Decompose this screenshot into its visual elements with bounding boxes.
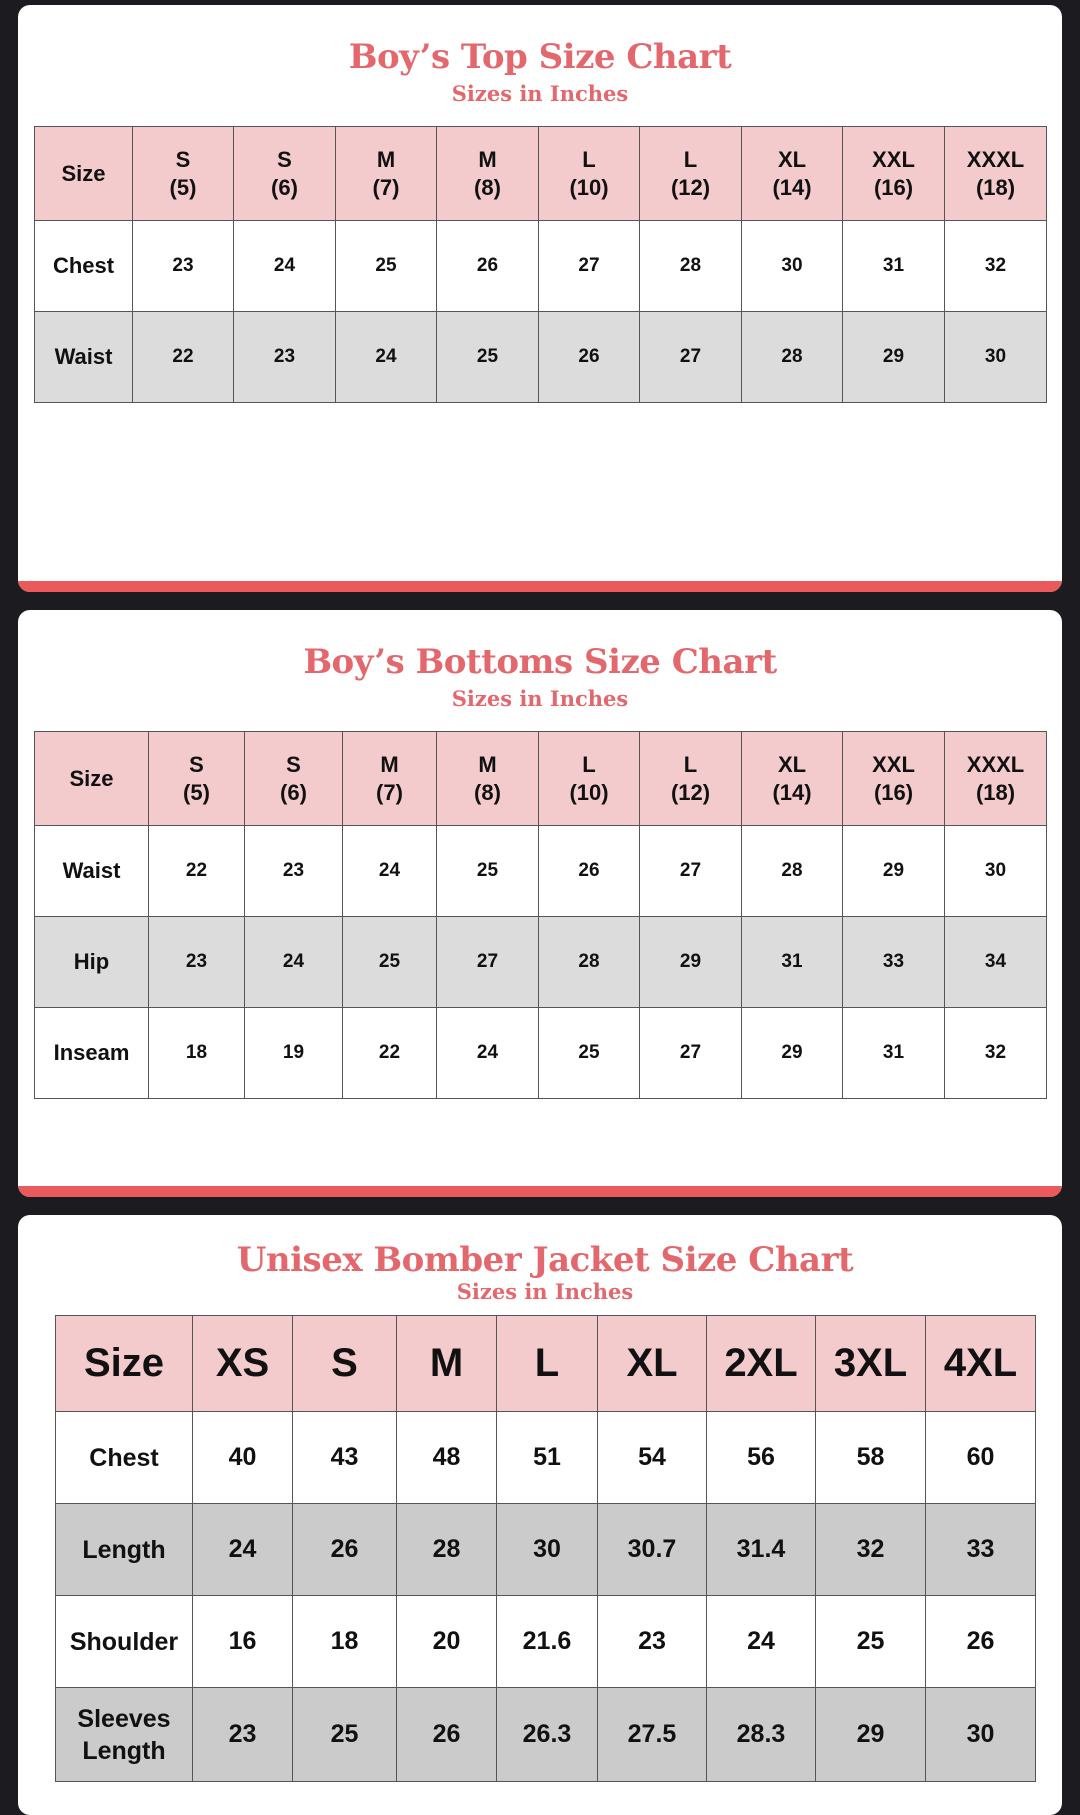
table-cell: 25 — [336, 221, 437, 312]
table-cell: 30 — [742, 221, 843, 312]
table-cell: 20 — [397, 1596, 497, 1688]
table-cell: 22 — [343, 1008, 437, 1099]
size-column-header: XL — [598, 1316, 707, 1412]
size-column-header: S — [293, 1316, 397, 1412]
table-cell: 29 — [816, 1688, 926, 1782]
accent-bar — [18, 1186, 1062, 1197]
table-cell: 26 — [437, 221, 539, 312]
table-row-chest — [35, 221, 1047, 312]
table-row-sleeves-length — [56, 1688, 1036, 1782]
table-cell: 31.4 — [707, 1504, 816, 1596]
size-column-header: L (10) — [539, 732, 640, 826]
size-column-header: 2XL — [707, 1316, 816, 1412]
bottoms-chart-subtitle: Sizes in Inches — [451, 686, 629, 711]
table-cell: 25 — [437, 826, 539, 917]
table-cell: 25 — [343, 917, 437, 1008]
size-column-header: XL (14) — [742, 732, 843, 826]
table-cell: 25 — [816, 1596, 926, 1688]
table-cell: 22 — [133, 312, 234, 403]
table-cell: 30 — [945, 312, 1047, 403]
table-header-row — [35, 732, 1047, 826]
size-header: Size — [35, 732, 149, 826]
table-row-waist — [35, 312, 1047, 403]
table-cell: 29 — [843, 826, 945, 917]
size-column-header: S (6) — [245, 732, 343, 826]
table-row-length — [56, 1504, 1036, 1596]
jacket-size-chart-card — [18, 1215, 1062, 1815]
table-cell: 23 — [133, 221, 234, 312]
size-column-header: XXL (16) — [843, 127, 945, 221]
table-cell: 40 — [193, 1412, 293, 1504]
table-cell: 24 — [343, 826, 437, 917]
table-cell: 26 — [293, 1504, 397, 1596]
size-column-header: 3XL — [816, 1316, 926, 1412]
table-cell: 27 — [640, 312, 742, 403]
size-column-header: XL (14) — [742, 127, 843, 221]
table-cell: 25 — [293, 1688, 397, 1782]
table-cell: 31 — [843, 1008, 945, 1099]
table-cell: 28 — [397, 1504, 497, 1596]
row-label: Chest — [35, 221, 133, 312]
table-cell: 32 — [816, 1504, 926, 1596]
table-cell: 23 — [245, 826, 343, 917]
table-cell: 31 — [843, 221, 945, 312]
table-cell: 28 — [742, 312, 843, 403]
table-cell: 26 — [539, 826, 640, 917]
row-label: Length — [56, 1504, 193, 1596]
table-cell: 32 — [945, 1008, 1047, 1099]
top-chart-title: Boy’s Top Size Chart — [348, 37, 732, 77]
row-label: Hip — [35, 917, 149, 1008]
size-column-header: M — [397, 1316, 497, 1412]
row-label: Chest — [56, 1412, 193, 1504]
table-cell: 60 — [926, 1412, 1036, 1504]
row-label: Waist — [35, 312, 133, 403]
table-cell: 21.6 — [497, 1596, 598, 1688]
jacket-chart-title: Unisex Bomber Jacket Size Chart — [236, 1240, 854, 1280]
size-column-header: M (7) — [336, 127, 437, 221]
table-cell: 30 — [497, 1504, 598, 1596]
table-cell: 34 — [945, 917, 1047, 1008]
table-row-shoulder — [56, 1596, 1036, 1688]
size-column-header: XS — [193, 1316, 293, 1412]
bottoms-chart-title: Boy’s Bottoms Size Chart — [303, 642, 777, 682]
size-column-header: M (7) — [343, 732, 437, 826]
table-cell: 29 — [843, 312, 945, 403]
table-row-inseam — [35, 1008, 1047, 1099]
table-cell: 43 — [293, 1412, 397, 1504]
table-cell: 31 — [742, 917, 843, 1008]
table-cell: 33 — [926, 1504, 1036, 1596]
size-column-header: XXL (16) — [843, 732, 945, 826]
top-size-chart-card — [18, 5, 1062, 592]
row-label: Sleeves Length — [56, 1688, 193, 1782]
table-cell: 32 — [945, 221, 1047, 312]
row-label: Shoulder — [56, 1596, 193, 1688]
table-cell: 24 — [193, 1504, 293, 1596]
table-cell: 54 — [598, 1412, 707, 1504]
table-cell: 24 — [234, 221, 336, 312]
table-cell: 19 — [245, 1008, 343, 1099]
size-column-header: L — [497, 1316, 598, 1412]
table-cell: 27 — [539, 221, 640, 312]
size-column-header: L (12) — [640, 127, 742, 221]
table-cell: 30 — [945, 826, 1047, 917]
table-cell: 23 — [149, 917, 245, 1008]
table-cell: 18 — [293, 1596, 397, 1688]
size-column-header: M (8) — [437, 732, 539, 826]
table-header-row — [56, 1316, 1036, 1412]
table-cell: 27.5 — [598, 1688, 707, 1782]
table-cell: 28.3 — [707, 1688, 816, 1782]
table-cell: 25 — [539, 1008, 640, 1099]
table-cell: 16 — [193, 1596, 293, 1688]
table-cell: 28 — [640, 221, 742, 312]
table-cell: 29 — [640, 917, 742, 1008]
table-cell: 26 — [397, 1688, 497, 1782]
size-header: Size — [56, 1316, 193, 1412]
size-column-header: L (10) — [539, 127, 640, 221]
table-cell: 23 — [598, 1596, 707, 1688]
table-cell: 48 — [397, 1412, 497, 1504]
table-cell: 29 — [742, 1008, 843, 1099]
top-size-table — [34, 126, 1047, 403]
table-cell: 30 — [926, 1688, 1036, 1782]
table-cell: 58 — [816, 1412, 926, 1504]
table-row-chest — [56, 1412, 1036, 1504]
table-header-row — [35, 127, 1047, 221]
size-column-header: XXXL (18) — [945, 127, 1047, 221]
table-row-hip — [35, 917, 1047, 1008]
bottoms-size-table — [34, 731, 1047, 1099]
table-cell: 26.3 — [497, 1688, 598, 1782]
table-cell: 27 — [640, 826, 742, 917]
top-chart-subtitle: Sizes in Inches — [451, 81, 629, 106]
table-cell: 24 — [437, 1008, 539, 1099]
jacket-size-table — [55, 1315, 1036, 1782]
row-label: Waist — [35, 826, 149, 917]
table-cell: 24 — [707, 1596, 816, 1688]
size-column-header: S (5) — [133, 127, 234, 221]
size-header: Size — [35, 127, 133, 221]
size-column-header: 4XL — [926, 1316, 1036, 1412]
table-cell: 26 — [539, 312, 640, 403]
table-cell: 30.7 — [598, 1504, 707, 1596]
row-label: Inseam — [35, 1008, 149, 1099]
size-column-header: M (8) — [437, 127, 539, 221]
table-cell: 27 — [640, 1008, 742, 1099]
size-column-header: L (12) — [640, 732, 742, 826]
table-cell: 24 — [336, 312, 437, 403]
table-cell: 28 — [539, 917, 640, 1008]
table-cell: 23 — [193, 1688, 293, 1782]
accent-bar — [18, 581, 1062, 592]
table-cell: 23 — [234, 312, 336, 403]
size-column-header: S (5) — [149, 732, 245, 826]
table-cell: 26 — [926, 1596, 1036, 1688]
size-column-header: S (6) — [234, 127, 336, 221]
table-cell: 27 — [437, 917, 539, 1008]
table-cell: 56 — [707, 1412, 816, 1504]
table-row-waist — [35, 826, 1047, 917]
table-cell: 28 — [742, 826, 843, 917]
table-cell: 33 — [843, 917, 945, 1008]
table-cell: 51 — [497, 1412, 598, 1504]
table-cell: 18 — [149, 1008, 245, 1099]
table-cell: 24 — [245, 917, 343, 1008]
bottoms-size-chart-card — [18, 610, 1062, 1197]
table-cell: 22 — [149, 826, 245, 917]
size-column-header: XXXL (18) — [945, 732, 1047, 826]
table-cell: 25 — [437, 312, 539, 403]
jacket-chart-subtitle: Sizes in Inches — [456, 1279, 634, 1304]
